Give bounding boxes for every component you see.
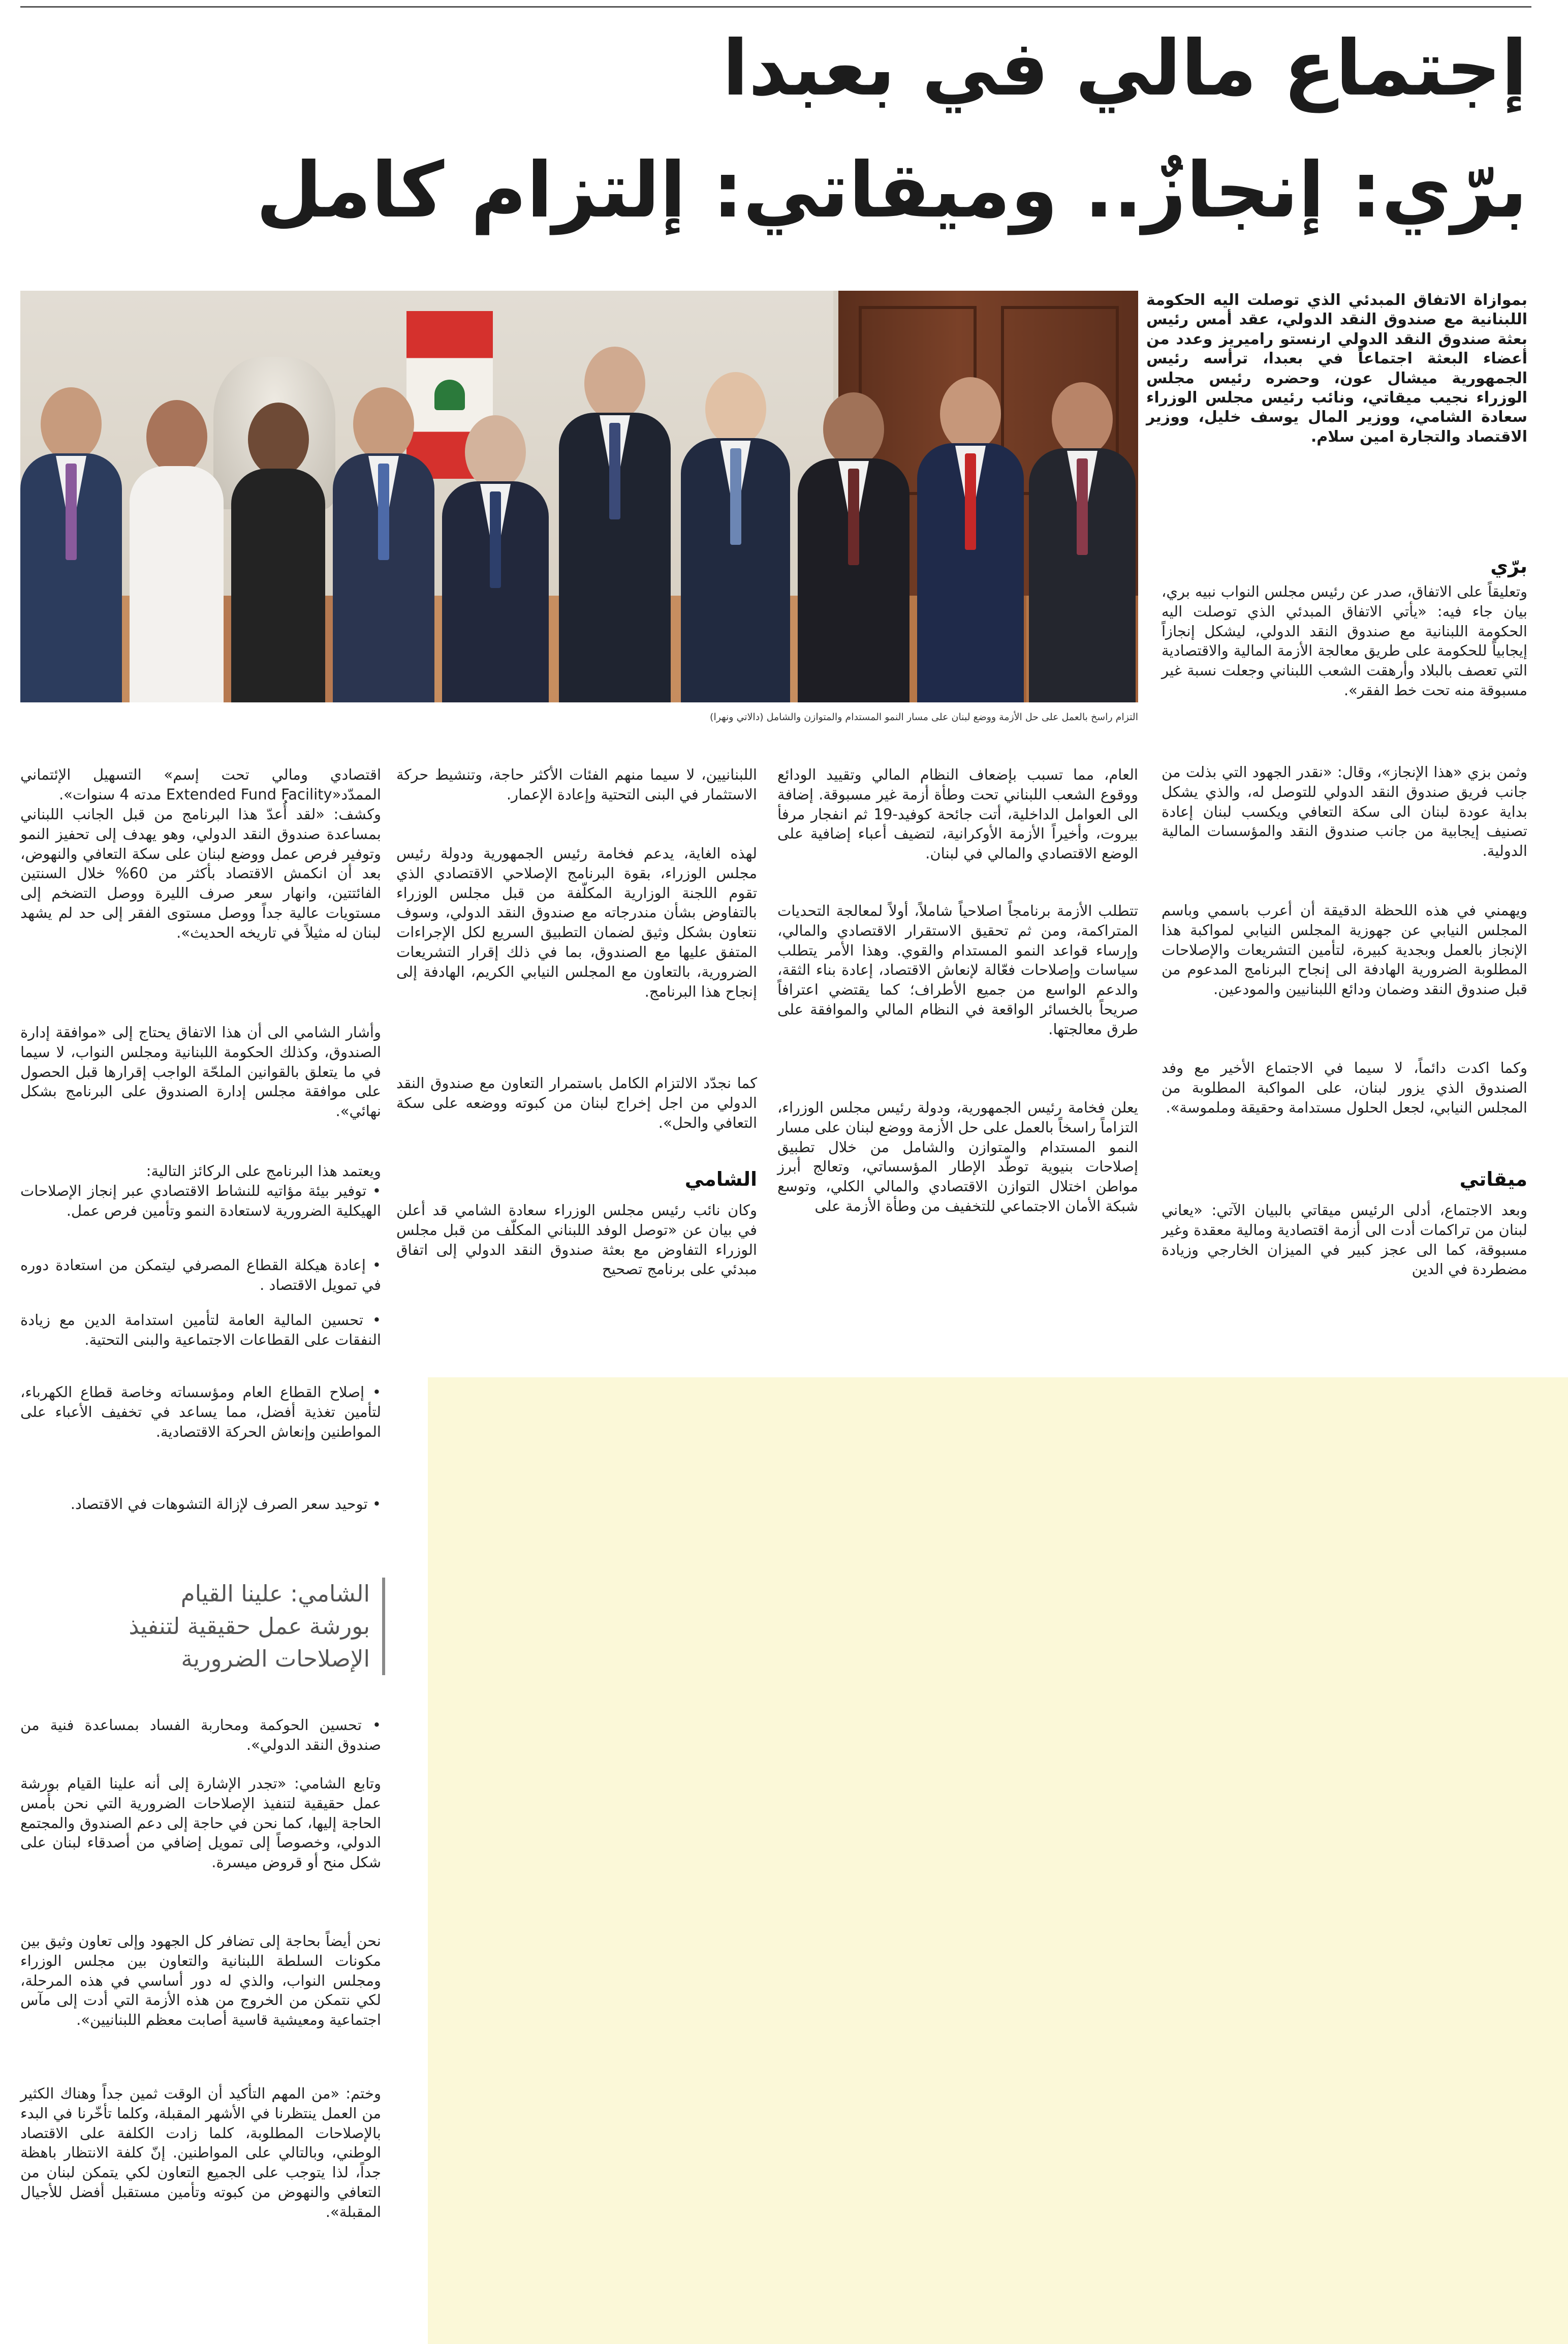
col1-mikati-statement: وبعد الاجتماع، أدلى الرئيس ميقاتي بالبيان الآتي: «يعاني لبنان من تراكمات أدت الى أزمة اقتصادية ومالية معقدة وغير مسبوقة، كما الى عجز كبير في الميزان الخارجي وزيادة مضطردة في الدين	[1162, 1201, 1527, 1278]
person-3	[231, 403, 325, 702]
headline-line-2: برّي: إنجازٌ.. وميقاتي: إلتزام كامل	[256, 146, 1527, 235]
section-title-mikati: ميقاتي	[1459, 1168, 1527, 1190]
person-2	[130, 400, 224, 702]
pull-quote-line-1: الشامي: علينا القيام	[180, 1580, 370, 1607]
headline-line-1: إجتماع مالي في بعبدا	[722, 24, 1527, 113]
col3-support-program: لهذه الغاية، يدعم فخامة رئيس الجمهورية ودولة رئيس مجلس الوزراء، بقوة البرنامج الإصلاحي الاقتصادي الذي تقوم اللجنة الوزارية المكلّفة من قبل مجلس الوزراء بالتفاوض بشأن مندرجاته مع صندوق النقد الدولي، وسوف نتعاون بشكل وثيق لضمان التطبيق السريع لكل الإجراءات المتفق عليها مع الصندوق، بما في ذلك إقرار التشريعات الضرورية، بالتعاون مع المجلس النيابي الكريم، الهادفة إلى إنجاح هذا البرنامج.	[396, 845, 757, 1000]
col4-closing: وختم: «من المهم التأكيد أن الوقت ثمين جداً وهناك الكثير من العمل ينتظرنا في الأشهر المقبلة، وكلما تأخّرنا في البدء بالإصلاحات المطلوبة، كلما زادت الكلفة على الاقتصاد الوطني، وبالتالي على المواطنين. إنّ كلفة الانتظار باهظة جداً، لذا يتوجب على الجميع التعاون لكي يتمكن لبنان من التعافي والنهوض من كبوته وتأمين مستقبل أفضل للأجيال المقبلة».	[20, 2085, 381, 2220]
col3-vulnerable-groups: اللبنانيين، لا سيما منهم الفئات الأكثر حاجة، وتنشيط حركة الاستثمار في البنى التحتية وإعادة الإعمار.	[396, 766, 757, 803]
col1-berri-praise: وثمن بزي «هذا الإنجاز»، وقال: «نقدر الجهود التي بذلت من جانب فريق صندوق النقد الدولي للتوصل له، والذي يشكل بداية عودة لبنان الى سكة التعافي ويكسب لبنان إعادة تصنيف إيجابية من جانب صندوق النقد والمؤسسات المالية الدولية.	[1162, 763, 1527, 860]
col4-program-goals: وكشف: «لقد أُعدّ هذا البرنامج من قبل الجانب اللبناني بمساعدة صندوق النقد الدولي، وهو يهدف إلى تحفيز النمو وتوفير فرص عمل ووضع لبنان على سكة التعافي والنهوض، بعد أن انكمش الاقتصاد بأكثر من 60% خلال السنتين الفائتتين، وانهار سعر صرف الليرة ووصل التضخم إلى مستويات عالية جداً ووصل مستوى الفقر إلى حد لم يشهد لبنان له مثيلاً في تاريخه الحديث».	[20, 806, 381, 941]
col1-berri-readiness: ويهمني في هذه اللحظة الدقيقة أن أعرب باسمي وباسم المجلس النيابي عن جهوزية المجلس النيابي لمواكبة هذا الإنجاز بالعمل وبجدية كبيرة، لتأمين التشريعات والإصلاحات المطلوبة الضرورية الهادفة الى إنجاح البرنامج المدعوم من قبل صندوق النقد وضمان ودائع اللبنانيين والمودعين.	[1162, 902, 1527, 998]
intro-paragraph: بموازاة الاتفاق المبدئي الذي توصلت اليه الحكومة اللبنانية مع صندوق النقد الدولي، عقد أمس رئيس بعثة صندوق النقد الدولي ارنستو راميريز وعدد من أعضاء البعثة اجتماعاً في بعبدا، ترأسه رئيس الجمهورية ميشال عون، وحضره رئيس مجلس الوزراء نجيب ميقاتي، ونائب رئيس مجلس الوزراء سعادة الشامي، ووزير المال يوسف خليل، ووزير الاقتصاد والتجارة امين سلام.	[1146, 291, 1527, 446]
section-title-berri: برّي	[1490, 555, 1527, 577]
col1-berri-closing: وكما اكدت دائماً، لا سيما في الاجتماع الأخير مع وفد الصندوق الذي يزور لبنان، على المواكبة المطلوبة من المجلس النيابي، لجعل الحلول مستدامة وحقيقة وملموسة».	[1162, 1059, 1527, 1116]
section-title-shami: الشامي	[684, 1168, 757, 1190]
person-10	[1029, 382, 1136, 702]
group-photo	[20, 291, 1138, 702]
pull-quote	[24, 1578, 385, 1675]
col4-pillar-3: • تحسين المالية العامة لتأمين استدامة الدين مع زيادة النفقات على القطاعات الاجتماعية والبنى التحتية.	[20, 1311, 381, 1348]
person-9	[917, 377, 1024, 702]
col2-commitment: يعلن فخامة رئيس الجمهورية، ودولة رئيس مجلس الوزراء، التزاماً راسخاً بالعمل على حل الأزمة ووضع لبنان على مسار النمو المستدام والمتوازن والشامل من خلال تطبيق إصلاحات بنيوية توطّد الإطار المؤسساتي، وتعالج أبرز مواطن اختلال التوازن الاقتصادي والمالي الكلي، وتوسع شبكة الأمان الاجتماعي للتخفيف من وطأة الأزمة على	[777, 1099, 1138, 1215]
col4-approvals: وأشار الشامي الى أن هذا الاتفاق يحتاج إلى «موافقة إدارة الصندوق، وكذلك الحكومة اللبنانية ومجلس النواب، لا سيما في ما يتعلق بالقوانين الملحّة الواجب إقرارها قبل الحصول على موافقة مجلس إدارة الصندوق على البرنامج بشكل نهائي».	[20, 1024, 381, 1120]
col3-renewed-commitment: كما نجدّد الالتزام الكامل باستمرار التعاون مع صندوق النقد الدولي من اجل إخراج لبنان من كبوته ووضعه على سكة التعافي والحل».	[396, 1074, 757, 1131]
photo-caption: التزام راسخ بالعمل على حل الأزمة ووضع لبنان على مسار النمو المستدام والمتوازن والشامل (دالاتي ونهرا)	[710, 712, 1138, 723]
person-4	[333, 387, 434, 702]
top-rule	[20, 6, 1531, 8]
person-8	[798, 392, 910, 702]
pull-quote-line-3: الإصلاحات الضرورية	[181, 1645, 370, 1672]
empty-shaded-area	[428, 1377, 1568, 2344]
person-5	[442, 415, 549, 702]
pull-quote-line-2: بورشة عمل حقيقية لتنفيذ	[129, 1613, 370, 1640]
person-7	[681, 372, 790, 702]
col3-shami-announcement: وكان نائب رئيس مجلس الوزراء سعادة الشامي قد أعلن في بيان عن «توصل الوفد اللبناني المكلّف من قبل مجلس الوزراء التفاوض مع بعثة صندوق النقد الدولي إلى اتفاق مبدئي على برنامج تصحيح	[396, 1201, 757, 1278]
col4-eff-program: اقتصادي ومالي تحت إسم» التسهيل الإئتماني الممدّد«Extended Fund Facility مدته 4 سنوات».	[20, 766, 381, 803]
col4-pillar-5: • توحيد سعر الصرف لإزالة التشوهات في الاقتصاد.	[70, 1495, 381, 1513]
col1-berri-statement: وتعليقاً على الاتفاق، صدر عن رئيس مجلس النواب نبيه بري، بيان جاء فيه: «يأتي الاتفاق المبدئي الذي توصلت اليه الحكومة اللبنانية مع صندوق النقد الدولي، ليشكل إنجازاً إيجابياً للحكومة على طريق معالجة الأزمة المالية والاقتصادية التي تعصف بالبلاد وأرهقت الشعب اللبناني وجعلت نسبة غير مسبوقة منه تحت خط الفقر».	[1162, 583, 1527, 699]
col2-reform-needs: تتطلب الأزمة برنامجاً اصلاحياً شاملاً، أولاً لمعالجة التحديات المتراكمة، ومن ثم تحقيق الاستقرار الاقتصادي والمالي، وإرساء قواعد النمو المستدام والقوي. وهذا الأمر يتطلب سياسات وإصلاحات فعّالة لإنعاش الاقتصاد، إعادة بناء الثقة، والدعم الواسع من جميع الأطراف؛ كما يقتضي اعترافاً صريحاً بالخسائر الواقعة في النظام المالي والموافقة على طرق معالجتها.	[777, 902, 1138, 1038]
col4-governance-bullet: • تحسين الحوكمة ومحاربة الفساد بمساعدة فنية من صندوق النقد الدولي».	[20, 1716, 381, 1753]
col4-pillar-2: • إعادة هيكلة القطاع المصرفي ليتمكن من استعادة دوره في تمويل الاقتصاد .	[20, 1256, 381, 1293]
person-1	[20, 387, 122, 702]
col4-reform-workshop: وتابع الشامي: «تجدر الإشارة إلى أنه علينا القيام بورشة عمل حقيقية لتنفيذ الإصلاحات الضرورية التي نحن بأمس الحاجة إليها، كما نحن في حاجة إلى دعم الصندوق والمجتمع الدولي، وخصوصاً إلى تمويل إضافي من أصدقاء لبنان على شكل منح أو قروض ميسرة.	[20, 1775, 381, 1871]
col4-cooperation: نحن أيضاً بحاجة إلى تضافر كل الجهود وإلى تعاون وثيق بين مكونات السلطة اللبنانية والتعاون بين مجلس الوزراء ومجلس النواب، والذي له دور أساسي في هذه المرحلة، لكي نتمكن من الخروج من هذه الأزمة التي أدت إلى مآس اجتماعية ومعيشية قاسية أصابت معظم اللبنانيين».	[20, 1932, 381, 2029]
col4-pillar-4: • إصلاح القطاع العام ومؤسساته وخاصة قطاع الكهرباء، لتأمين تغذية أفضل، مما يساعد في تخفيف الأعباء على المواطنين وإنعاش الحركة الاقتصادية.	[20, 1383, 381, 1440]
col4-pillar-1: • توفير بيئة مؤاتيه للنشاط الاقتصادي عبر إنجاز الإصلاحات الهيكلية الضرورية لاستعادة النمو وتأمين فرص عمل.	[20, 1182, 381, 1219]
col2-crisis-context: العام، مما تسبب بإضعاف النظام المالي وتقييد الودائع ووقوع الشعب اللبناني تحت وطأة أزمة غير مسبوقة. إضافة الى العوامل الداخلية، أتت جائحة كوفيد-19 ثم انفجار مرفأ بيروت، وأخيراً الأزمة الأوكرانية، لتضيف أعباء إضافية على الوضع الاقتصادي والمالي في لبنان.	[777, 766, 1138, 862]
person-6	[559, 347, 671, 702]
col4-pillars-intro: ويعتمد هذا البرنامج على الركائز التالية:	[146, 1162, 381, 1180]
